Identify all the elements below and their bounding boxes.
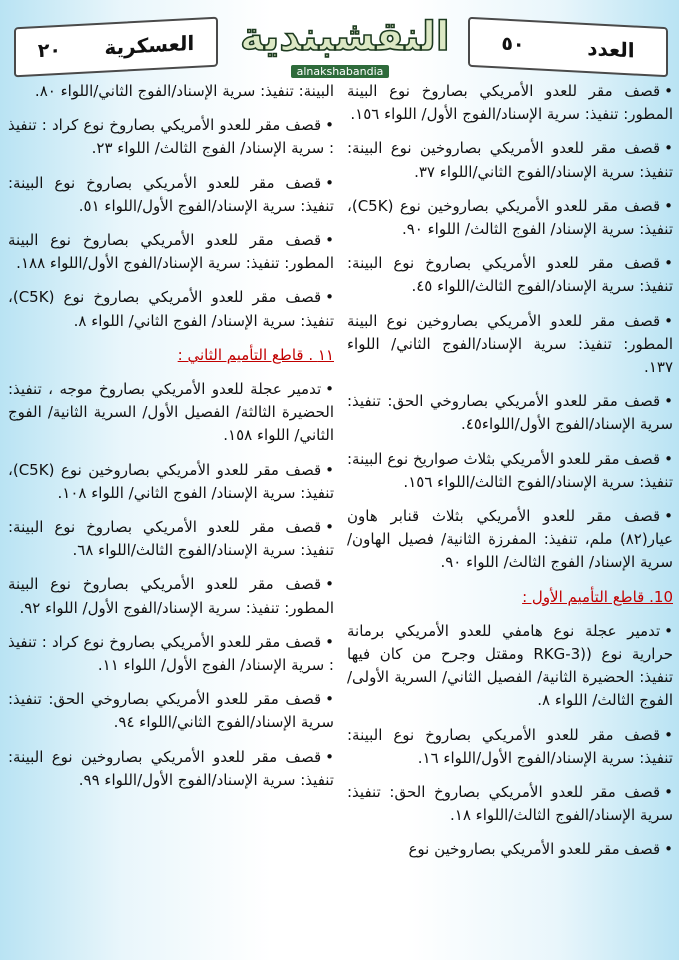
list-item: •قصف مقر للعدو الأمريكي بصاروخ نوع البينة: تنفيذ: سرية الإسناد/الفوج الأول/اللواء ١٦.	[347, 725, 673, 767]
list-item: •قصف مقر للعدو الأمريكي بصاروخين نوع (C5K)، تنفيذ: سرية الإسناد/ الفوج الثالث/ اللواء ٩٠.	[347, 196, 673, 239]
magazine-logo	[240, 14, 450, 78]
list-item: •تدمير عجلة للعدو الأمريكي بصاروخ موجه ، تنفيذ: الحضيرة الثالثة/ الفصيل الأول/ السرية الثانية/ الفوج الثاني/ اللواء ١٥٨.	[8, 380, 334, 445]
page-header	[0, 0, 679, 82]
section-label: العسكرية	[104, 30, 195, 60]
list-item: •قصف مقر للعدو الأمريكي بصاروخين نوع البينة: تنفيذ: سرية الإسناد/الفوج الأول/اللواء ٩٩.	[8, 747, 334, 789]
issue-label: العدد	[587, 36, 635, 63]
right-column	[347, 80, 673, 873]
list-item: •قصف مقر للعدو الأمريكي بصاروخين نوع البينة المطور: تنفيذ: سرية الإسناد/الفوج الثاني/ اللواء ١٣٧.	[347, 311, 673, 377]
list-item: •قصف مقر للعدو الأمريكي بصاروخين نوع	[408, 840, 673, 859]
issue-banner	[468, 17, 668, 77]
list-item: •قصف مقر للعدو الأمريكي بصاروخ نوع البينة المطور: تنفيذ: سرية الإسناد/الفوج الأول/ اللواء ٩٢.	[8, 575, 334, 617]
section-heading: 10. قاطع التأميم الأول :	[522, 587, 673, 606]
list-item: •قصف مقر للعدو الأمريكي بثلاث صواريخ نوع البينة: تنفيذ: سرية الإسناد/الفوج الثالث/اللواء ١٥٦.	[347, 449, 673, 491]
list-item: •تدمير عجلة نوع هامفي للعدو الأمريكي برمانة حرارية نوع ((RKG-3 ومقتل وجرح من كان فيها تنفيذ: الحضيرة الثانية/ الفصيل الثاني/ السرية الأولى/ الفوج الثالث/ اللواء ٨.	[347, 621, 673, 710]
list-item: •قصف مقر للعدو الأمريكي بصاروخي الحق: تنفيذ: سرية الإسناد/الفوج الأول/اللواء٤٥.	[347, 392, 673, 434]
list-item: •قصف مقر للعدو الأمريكي بصاروخ نوع البينة: تنفيذ: سرية الإسناد/الفوج الأول/اللواء ٥١.	[8, 173, 334, 215]
left-column	[8, 80, 334, 803]
logo-text: النقشبندية	[240, 14, 450, 60]
section-heading: ١١ . قاطع التأميم الثاني :	[177, 345, 334, 364]
list-item: •قصف مقر للعدو الأمريكي بصاروخ نوع البينة: تنفيذ: سرية الإسناد/الفوج الثالث/اللواء ٦٨.	[8, 518, 334, 560]
section-number: ٢٠	[37, 38, 61, 63]
list-item: •قصف مقر للعدو الأمريكي بصاروخين نوع (C5K)، تنفيذ: سرية الإسناد/ الفوج الثاني/ اللواء ١٠٨.	[8, 460, 334, 502]
continued-text: البينة: تنفيذ: سرية الإسناد/الفوج الثاني/اللواء ٨٠.	[34, 82, 334, 100]
logo-subtitle: alnakshabandia	[291, 65, 390, 78]
list-item: •قصف مقر للعدو الأمريكي بصاروخين نوع البينة: تنفيذ: سرية الإسناد/الفوج الثاني/اللواء ٣٧.	[347, 139, 673, 181]
list-item: •قصف مقر للعدو الأمريكي بثلاث قنابر هاون عيار(٨٢) ملم، تنفيذ: المفرزة الثانية/ فصيل الهاون/ سرية الإسناد/ الفوج الثالث/ اللواء ٩٠.	[347, 507, 673, 572]
list-item: •قصف مقر للعدو الأمريكي بصاروخي الحق: تنفيذ: سرية الإسناد/الفوج الثاني/اللواء ٩٤.	[8, 690, 334, 732]
list-item: •قصف مقر للعدو الأمريكي بصاروخ نوع البينة المطور: تنفيذ: سرية الإسناد/الفوج الأول/اللواء ١٨٨.	[8, 231, 334, 273]
issue-number: ٥٠	[501, 32, 525, 56]
list-item: •قصف مقر للعدو الأمريكي بصاروخ نوع البينة: تنفيذ: سرية الإسناد/الفوج الثالث/اللواء ٤٥.	[347, 254, 673, 296]
section-banner	[14, 17, 218, 78]
list-item: •قصف مقر للعدو الأمريكي بصاروخ الحق: تنفيذ: سرية الإسناد/الفوج الثالث/اللواء ١٨.	[347, 783, 673, 825]
list-item: •قصف مقر للعدو الأمريكي بصاروخ نوع كراد : تنفيذ : سرية الإسناد/ الفوج الأول/ اللواء ١١.	[8, 632, 334, 675]
list-item: •قصف مقر للعدو الأمريكي بصاروخ نوع كراد : تنفيذ : سرية الإسناد/ الفوج الثالث/ اللواء ٢٣.	[8, 116, 334, 158]
list-item: •قصف مقر للعدو الأمريكي بصاروخ نوع البينة المطور: تنفيذ: سرية الإسناد/الفوج الأول/ اللواء ١٥٦.	[347, 82, 673, 124]
list-item: •قصف مقر للعدو الأمريكي بصاروخ نوع (C5K)، تنفيذ: سرية الإسناد/ الفوج الثاني/ اللواء ٨.	[8, 288, 334, 330]
